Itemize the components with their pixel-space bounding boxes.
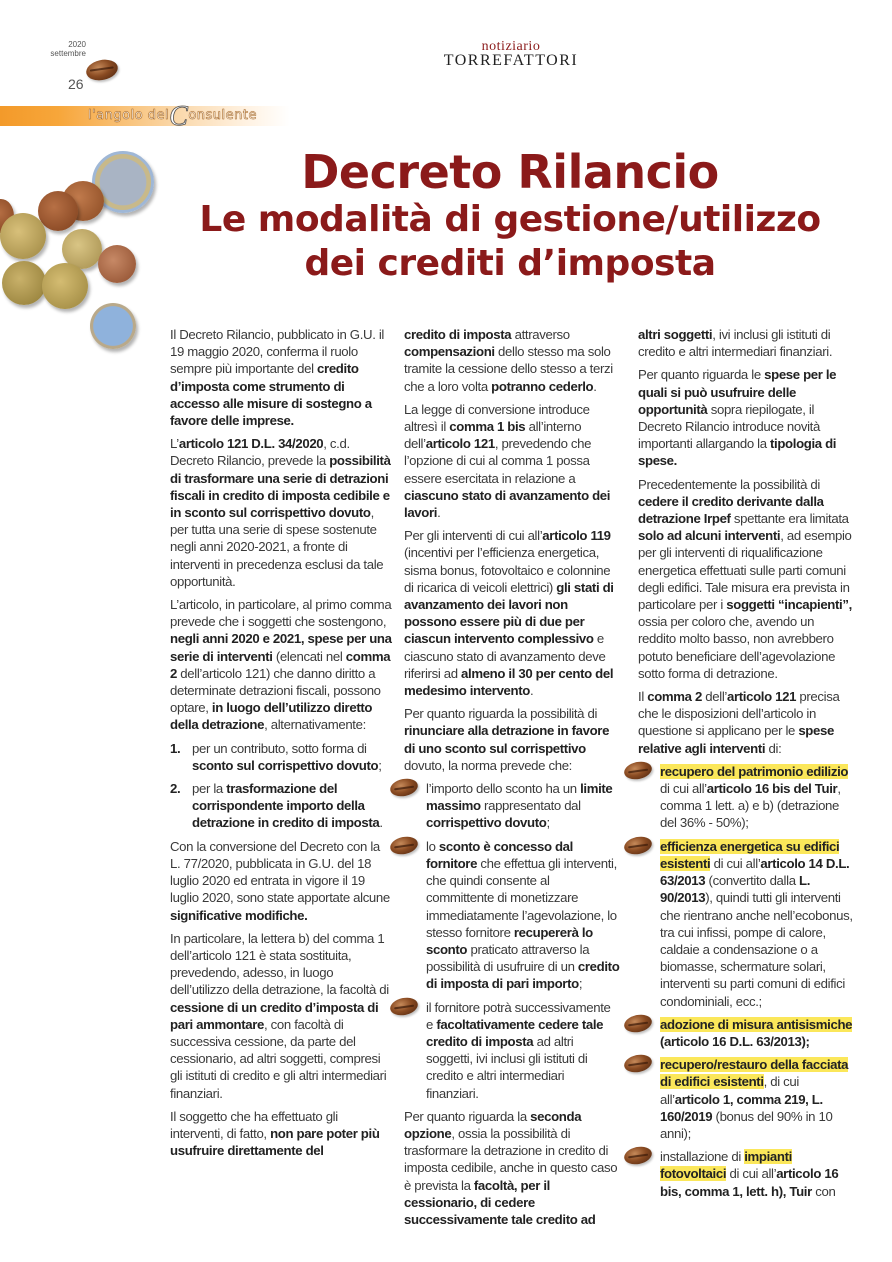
paragraph: Precedentemente la possibilità di cedere il credito derivante dalla detrazione Irpef spettante era limitata solo ad alcuni interventi, ad esempio per gli interventi di riqualificazione energetica effettuati sulle parti comuni degli edifici. Tale misura era prevista in particolare per i soggetti “incapienti”, ossia per coloro che, avendo un reddito molto basso, non avrebbero potuto beneficiare dell’agevolazione sotto forma di detrazione. (638, 476, 852, 681)
list-item: recupero/restauro della facciata di edifici esistenti, di cui all’articolo 1, comma 219, L. 160/2019 (bonus del 90% in 10 anni); (638, 1056, 854, 1142)
coffee-bean-bullet-icon (623, 1012, 654, 1034)
list-item: 1. per un contributo, sotto forma di sconto sul corrispettivo dovuto; (170, 740, 382, 773)
highlighted-term: adozione di misura antisismiche (660, 1016, 853, 1032)
highlighted-term: recupero/restauro della facciata di edifici esistenti (660, 1057, 849, 1090)
coin-copper (98, 245, 136, 283)
coin-gold (2, 261, 46, 305)
issue-date (30, 40, 86, 58)
paragraph: altri soggetti, ivi inclusi gli istituti di credito e altri intermediari finanziari. (638, 327, 833, 360)
section-label-prefix: l'angolo del (88, 108, 170, 123)
paragraph: L’articolo 121 D.L. 34/2020, c.d. Decreto Rilancio, prevede la possibilità di trasformare una serie di detrazioni fiscali in credito di imposta cedibile e in sconto sul corrispettivo dovuto, per tutta una serie di spese sostenute negli anni 2020-2021, a fronte di interventi in precedenza esclusi da tale opportunità. (170, 436, 391, 589)
magazine-logo-big: TORREFATTORI (443, 52, 579, 69)
coffee-bean-bullet-icon (389, 995, 420, 1017)
paragraph: La legge di conversione introduce altresì il comma 1 bis all’interno dell’articolo 121, prevedendo che l’opzione di cui al comma 1 possa essere esercitata in relazione a ciascuno stato di avanzamento dei lavori. (404, 401, 611, 521)
paragraph: Per quanto riguarda le spese per le quali si può usufruire delle opportunità sopra riepilogate, il Decreto Rilancio introduce novità importanti allargando la tipologia di spese. (638, 367, 837, 469)
paragraph: In particolare, la lettera b) del comma 1 dell’articolo 121 è stata sostituita, prevedendo, adesso, in luogo dell’utilizzo della detrazione, la facoltà di cessione di un credito d’imposta di pari ammontare, con facoltà di successiva cessione, da parte del cessionario, ad altri soggetti, compresi gli istituti di credito e gli altri intermediari finanziari. (170, 930, 389, 1101)
article-column-2 (404, 326, 620, 1234)
highlighted-term: recupero del patrimonio edilizio (660, 763, 849, 779)
coin-gold (42, 263, 88, 309)
coffee-bean-bullet-icon (389, 834, 420, 856)
coffee-bean-bullet-icon (623, 834, 654, 856)
title-line-2: Le modalità di gestione/utilizzo (199, 199, 821, 240)
list-item: adozione di misura antisismiche (articolo 16 D.L. 63/2013); (638, 1016, 854, 1050)
paragraph: credito di imposta attraverso compensazioni dello stesso ma solo tramite la cessione dello stesso a terzi che a loro volta potranno cederlo. (404, 327, 613, 394)
title-line-3: dei crediti d’imposta (304, 243, 716, 284)
highlighted-term: impianti fotovoltaici (660, 1149, 792, 1182)
issue-year: 2020 (68, 40, 86, 49)
list-item: 2. per la trasformazione del corrispondente importo della detrazione in credito di imposta. (170, 781, 383, 831)
coffee-bean-bullet-icon (623, 1052, 654, 1074)
magazine-logo (440, 40, 582, 69)
list-item: il fornitore potrà successivamente e facoltativamente cedere tale credito di imposta ad altri soggetti, ivi inclusi gli istituti di credito e altri intermediari finanziari. (404, 999, 620, 1102)
coin-2euro-bottom (90, 303, 136, 349)
bean-bullet-list (404, 780, 620, 1102)
coin-copper (38, 191, 78, 231)
list-item: l’importo dello sconto ha un limite massimo rappresentato dal corrispettivo dovuto; (404, 780, 620, 832)
list-item: lo sconto è concesso dal fornitore che effettua gli interventi, che quindi consente al committente di monetizzare immediatamente l’agevolazione, lo stesso fornitore recupererà lo sconto praticato attraverso la possibilità di usufruire di un credito di imposta di pari importo; (404, 838, 620, 993)
issue-month: settembre (50, 49, 86, 58)
paragraph: Il soggetto che ha effettuato gli interventi, di fatto, non pare poter più usufruire direttamente del (170, 1108, 380, 1159)
list-item: installazione di impianti fotovoltaici di cui all’articolo 16 bis, comma 1, lett. h), Tuir con (638, 1148, 854, 1200)
coffee-bean-bullet-icon (623, 1144, 654, 1166)
numbered-list (170, 740, 392, 832)
paragraph: Con la conversione del Decreto con la L. 77/2020, pubblicata in G.U. del 18 luglio 2020 ed entrata in vigore il 19 luglio 2020, sono state apportate alcune significative modifiche. (170, 838, 390, 923)
coffee-bean-icon (84, 57, 119, 83)
coffee-bean-bullet-icon (389, 776, 420, 798)
paragraph: Per gli interventi di cui all’articolo 119 (incentivi per l’efficienza energetica, sisma bonus, fotovoltaico e colonnine di ricarica di veicoli elettrici) gli stati di avanzamento dei lavori non possono essere più di due per ciascun intervento complessivo e ciascuno stato di avanzamento deve riferirsi ad almeno il 30 per cento del medesimo intervento. (404, 528, 614, 699)
coin-gold (0, 213, 46, 259)
paragraph: Il Decreto Rilancio, pubblicato in G.U. il 19 maggio 2020, conferma il ruolo sempre più importante del credito d’imposta come strumento di accesso alle misure di sostegno a favore delle imprese. (170, 327, 384, 429)
page-number: 26 (68, 76, 84, 92)
list-item: recupero del patrimonio edilizio di cui all’articolo 16 bis del Tuir, comma 1 lett. a) e b) (detrazione del 36% - 50%); (638, 763, 854, 832)
section-label-cap: C (169, 101, 189, 132)
paragraph: L’articolo, in particolare, al primo comma prevede che i soggetti che sostengono, negli anni 2020 e 2021, spese per una serie di interventi (elencati nel comma 2 dell’articolo 121) che danno diritto a determinate detrazioni fiscali, possono optare, in luogo dell’utilizzo diretto della detrazione, alternativamente: (170, 597, 392, 733)
coffee-bean-bullet-icon (623, 759, 654, 781)
article-title (160, 146, 860, 286)
article-column-1 (170, 326, 392, 1165)
section-label-suffix: onsulente (188, 108, 257, 123)
magazine-logo-small: notiziario (481, 39, 541, 54)
list-item: efficienza energetica su edifici esistenti di cui all’articolo 14 D.L. 63/2013 (convertito dalla L. 90/2013), quindi tutti gli interventi che rientrano anche nell’ecobonus, tra cui infissi, pompe di calore, caldaie a condensazione o a biomasse, schermature solari, interventi su parti comuni di edifici condominiali, ecc.; (638, 838, 854, 1010)
article-column-3 (638, 326, 854, 1206)
coins-image (0, 145, 160, 355)
paragraph: Per quanto riguarda la seconda opzione, ossia la possibilità di trasformare la detrazione in credito di imposta cedibile, anche in questo caso è prevista la facoltà, per il cessionario, di cedere successivamente tale credito ad (404, 1108, 618, 1227)
paragraph: Per quanto riguarda la possibilità di rinunciare alla detrazione in favore di uno sconto sul corrispettivo dovuto, la norma prevede che: (404, 706, 610, 773)
bean-bullet-list (638, 763, 854, 1200)
title-line-1: Decreto Rilancio (301, 145, 719, 199)
paragraph: Il comma 2 dell’articolo 121 precisa che le disposizioni dell’articolo in questione si applicano per le spese relative agli interventi di: (638, 689, 840, 756)
section-label (88, 101, 257, 132)
highlighted-term: efficienza energetica su edifici esistenti (660, 838, 840, 871)
